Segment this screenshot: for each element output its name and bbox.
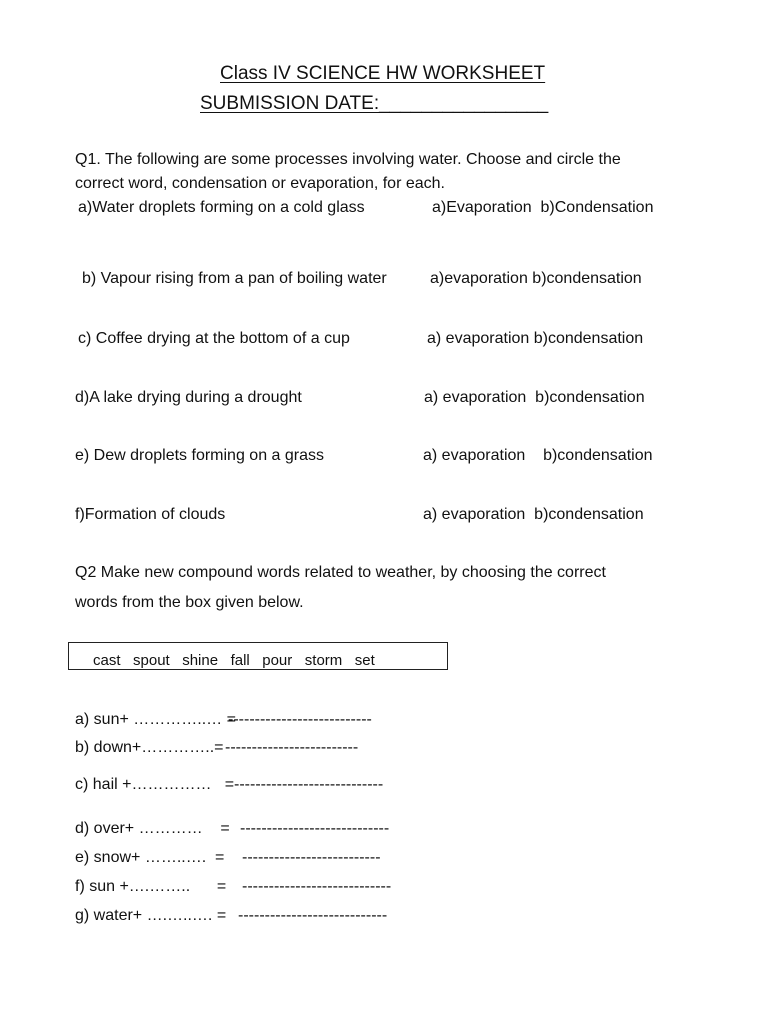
q1-prompt-line1: Q1. The following are some processes involving water. Choose and circle the xyxy=(75,151,621,168)
q1-statement-f: f)Formation of clouds xyxy=(75,506,226,523)
q2-item-c-answer-line: ---------------------------- xyxy=(234,776,384,793)
q2-item-f-answer-line: ---------------------------- xyxy=(242,878,392,895)
q1-options-f: a) evaporation b)condensation xyxy=(423,506,644,523)
q2-item-f-left: f) sun +….…….. = xyxy=(75,878,227,895)
q1-statement-e: e) Dew droplets forming on a grass xyxy=(75,447,324,464)
q2-item-b-answer-line: ------------------------- xyxy=(225,739,359,756)
q1-statement-b: b) Vapour rising from a pan of boiling water xyxy=(82,270,387,287)
q1-options-c: a) evaporation b)condensation xyxy=(427,330,644,347)
q2-item-d-answer-line: ---------------------------- xyxy=(240,820,390,837)
q1-statement-a: a)Water droplets forming on a cold glass xyxy=(78,199,365,216)
q1-statement-d: d)A lake drying during a drought xyxy=(75,389,302,406)
q1-prompt-line2: correct word, condensation or evaporation, for each. xyxy=(75,175,445,192)
q1-statement-c: c) Coffee drying at the bottom of a cup xyxy=(78,330,350,347)
q2-prompt-line2: words from the box given below. xyxy=(75,594,304,611)
q1-options-a: a)Evaporation b)Condensation xyxy=(432,199,654,216)
q2-prompt-line1: Q2 Make new compound words related to weather, by choosing the correct xyxy=(75,564,606,581)
q2-item-d-left: d) over+ ………… = xyxy=(75,820,230,837)
q2-item-c-left: c) hail +…………… = xyxy=(75,776,235,793)
q2-item-e-left: e) snow+ ……..…. = xyxy=(75,849,225,866)
word-box-text: cast spout shine fall pour storm set xyxy=(93,652,375,669)
q2-item-a-answer-line: --------------------------- xyxy=(228,711,372,728)
q1-options-d: a) evaporation b)condensation xyxy=(424,389,645,406)
q2-item-g-answer-line: ---------------------------- xyxy=(238,907,388,924)
q2-item-e-answer-line: -------------------------- xyxy=(242,849,381,866)
q1-options-e: a) evaporation b)condensation xyxy=(423,447,653,464)
worksheet-title: Class IV SCIENCE HW WORKSHEET xyxy=(220,63,546,84)
q2-item-a-left: a) sun+ …………..… = xyxy=(75,711,236,728)
submission-date-line: SUBMISSION DATE:________________ xyxy=(200,93,549,114)
q1-options-b: a)evaporation b)condensation xyxy=(430,270,642,287)
q2-item-b-left: b) down+…………..= xyxy=(75,739,224,756)
word-box xyxy=(68,642,448,670)
q2-item-g-left: g) water+ ….…..…. = xyxy=(75,907,227,924)
